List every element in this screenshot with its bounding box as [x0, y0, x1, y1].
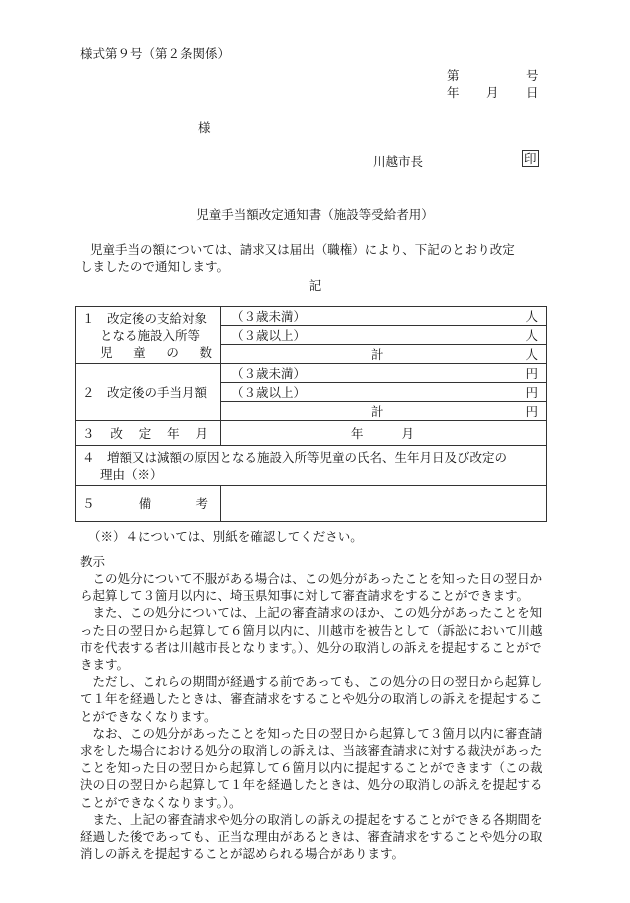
row3-label: [76, 421, 221, 446]
total-label: 計: [371, 346, 384, 362]
row5-char: ５: [82, 496, 95, 511]
number-suffix: 号: [526, 68, 539, 83]
unit-label: 円: [525, 403, 538, 419]
row2-sub-cell: [221, 364, 547, 383]
footnote: （※）４については、別紙を確認してください。: [88, 529, 363, 544]
unit-label: 人: [525, 346, 538, 362]
sub-label: （３歳以上）: [231, 327, 307, 343]
row5: [76, 486, 547, 522]
row1-sub-1: [76, 307, 547, 326]
row4-line-2: 理由（※）: [100, 466, 163, 482]
row1-sub-cell: [221, 326, 547, 345]
sub-label: （３歳未満）: [231, 308, 307, 324]
row2-label: ２ 改定後の手当月額: [76, 364, 221, 421]
unit-label: 人: [525, 308, 538, 324]
seal-mark: 印: [524, 151, 537, 166]
teaching-body: [80, 570, 552, 862]
row1-sub-cell: [221, 307, 547, 326]
notice-table: [75, 306, 547, 522]
date-day: 日: [526, 85, 539, 100]
row5-label: [76, 486, 221, 522]
addressee-suffix: 様: [198, 120, 211, 135]
teaching-title: 教示: [80, 554, 106, 569]
intro-line-1: 児童手当の額については、請求又は届出（職権）により、下記のとおり改定: [90, 242, 515, 257]
row1-label-line-3: [82, 344, 220, 361]
teaching-paragraph: また、この処分については、上記の審査請求のほか、この処分があったことを知った日の翌日から起算して６箇月以内に、川越市を被告として（訴訟において川越市を代表する者は川越市長となります。）、処分の取消しの訴えを提起することができます。: [80, 605, 543, 673]
teaching-paragraph: ただし、これらの期間が経過する前であっても、この処分の日の翌日から起算して１年を経過したときは、審査請求をすることや処分の取消しの訴えを提起することができなくなります。: [80, 674, 543, 724]
row2-total-cell: [221, 402, 547, 421]
row4-cell: [76, 446, 547, 486]
unit-label: 円: [525, 384, 538, 400]
form-id: 様式第９号（第２条関係）: [80, 46, 231, 61]
row1-label-line-1: １ 改定後の支給対象: [82, 310, 208, 326]
row3-char: 改: [110, 425, 123, 441]
sub-label: （３歳以上）: [231, 384, 307, 400]
date-year: 年: [447, 85, 460, 100]
row3-char: 年: [167, 425, 180, 441]
row3-value: [221, 421, 547, 446]
issuer: 川越市長: [373, 154, 424, 169]
remarks-cell: [221, 486, 547, 522]
row1-char: 数: [199, 344, 212, 360]
row3-char: 定: [138, 425, 152, 441]
row4: [76, 446, 547, 486]
date-month: 月: [486, 85, 499, 100]
teaching-paragraph: この処分について不服がある場合は、この処分があったことを知った日の翌日から起算して３箇月以内に、埼玉県知事に対して審査請求をすることができます。: [80, 571, 543, 604]
row3: [76, 421, 547, 446]
document-title: 児童手当額改定通知書（施設等受給者用）: [196, 207, 434, 222]
row1-char: の: [166, 344, 179, 360]
row5-char: 考: [195, 496, 208, 511]
row3-char: ３: [82, 425, 95, 441]
row4-line-1: ４ 増額又は減額の原因となる施設入所等児童の氏名、生年月日及び改定の: [82, 449, 508, 465]
intro-line-2: しましたので通知します。: [80, 259, 230, 274]
seal-stamp: [522, 150, 539, 167]
row5-char: 備: [138, 496, 152, 511]
total-label: 計: [371, 403, 384, 419]
unit-label: 人: [525, 327, 538, 343]
row3-char: 月: [195, 425, 208, 441]
row1-char: 童: [133, 344, 146, 360]
teaching-paragraph: また、上記の審査請求や処分の取消しの訴えの提起をすることができる各期間を経過した後であっても、正当な理由があるときは、審査請求をすることや処分の取消しの訴えを提起することが認められる場合があります。: [80, 811, 543, 862]
row2-sub-cell: [221, 383, 547, 402]
sub-label: （３歳未満）: [231, 365, 307, 381]
year-label: 年: [351, 425, 364, 441]
teaching-paragraph: なお、この処分があったことを知った日の翌日から起算して３箇月以内に審査請求をした場合における処分の取消しの訴えは、当該審査請求に対する裁決があったことを知った日の翌日から起算して６箇月以内に提起することができます（この裁決の日の翌日から起算して１年を経過したときは、処分の取消しの訴えを提起することができなくなります。）。: [80, 725, 543, 810]
row1-label-line-2: となる施設入所等: [100, 327, 201, 343]
number-prefix: 第: [447, 68, 460, 83]
row2-sub-1: [76, 364, 547, 383]
row1-label: [76, 307, 221, 364]
ki-heading: 記: [308, 278, 322, 293]
month-label: 月: [401, 425, 415, 441]
unit-label: 円: [525, 365, 538, 381]
row1-total-cell: [221, 345, 547, 364]
row1-char: 児: [100, 344, 113, 360]
